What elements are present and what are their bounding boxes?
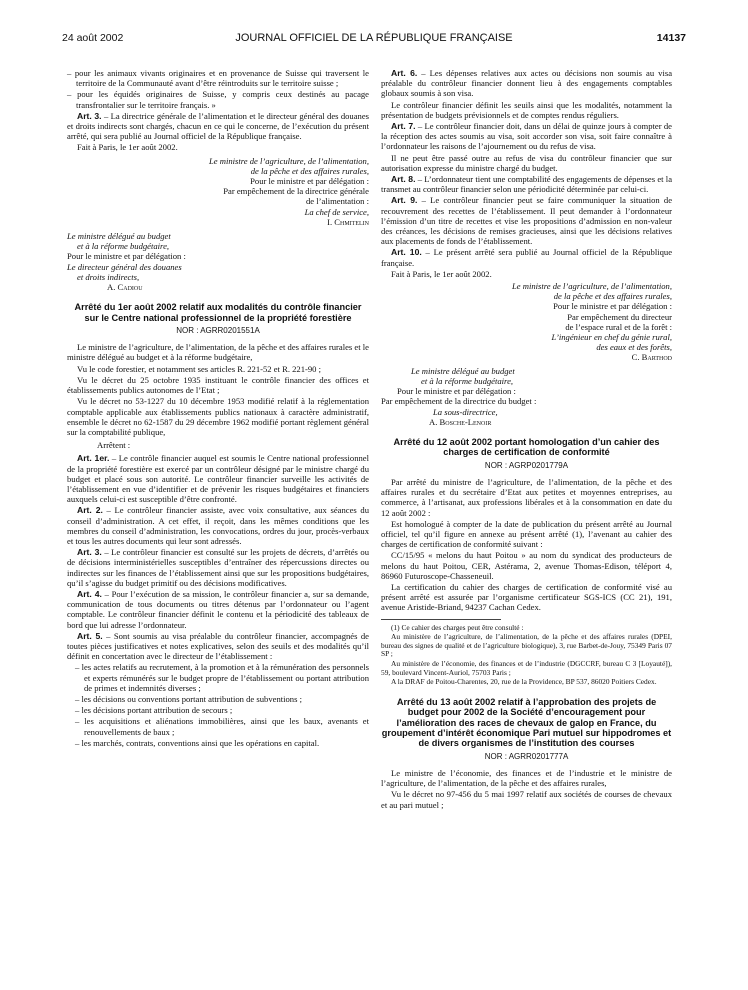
article-10: Art. 10. – Le présent arrêté sera publié au Journal officiel de la République française. [381,247,673,268]
signatory-name: I. Chmitelin [327,216,369,227]
article-3: Art. 3. – Le contrôleur financier est consulté sur les projets de décrets, d’arrêtés ou de décisions interministérielles susceptibles d’entraîner des répercussions directes ou indirectes sur les finances de l’établissement ainsi que sur les propositions budgétaires, qu’il s’agisse du budget primitif ou des décisions modificatives. [67,547,369,588]
signature-block: Le ministre délégué au budget et à la réforme budgétaire, Pour le ministre et par délégation : Par empêchement de la directrice du budget : La sous-directrice, A. Bosche-Lenoir [381,366,672,427]
list-item: – les décisions portant attribution de secours ; [75,705,233,716]
left-column: – pour les animaux vivants originaires et en provenance de Suisse qui traversent le territoire de la Communauté avant d’être réintroduits sur le territoire suisse ; – pour les équidés originaires de Suisse, y compris ceux destinés au pacage transfrontalier sur le territoire français. » Art. 3. – La directrice générale de l’alimentation et le directeur général des douanes et droits indirects sont chargés, chacun en ce qui le concerne, de l’exécution du présent arrêté, qui sera publié au Journal officiel de la République française. Fait à Paris, le 1er août 2002. Le ministre de l’agriculture, de l’alimentation, de la pêche et des affaires rurales, Pour le ministre et par délégation : Par empêchement de la directrice générale de l’alimentation : La chef de service, I. Chmitelin Le ministre délégué au budget et à la réforme budgétaire, Pour le ministre et par délégation : Le directeur général des douanes et droits indirects, A. Cadiou Arrêté du 1er août 2002 relatif aux modalités du contrôle financier sur le Centre national professionnel de la propriété forestière NOR : AGRR0201551A Le ministre de l’agriculture, de l’alimentation, de la pêche et des affaires rurales et le ministre délégué au budget et à la réforme budgétaire, Vu le code forestier, et notamment ses articles R. 221-52 et R. 221-90 ; Vu le décret du 25 octobre 1935 instituant le contrôle financier des offices et établissements publics autonomes de l’Etat ; Vu le décret no 53-1227 du 10 décembre 1953 modifié relatif à la réglementation comptable applicable aux établissements publics nationaux à caractère administratif, ensemble le décret no 62-1587 du 29 décembre 1962 modifié portant règlement général sur la comptabilité publique, Arrêtent : Art. 1er. – Le contrôle financier auquel est soumis le Centre national professionnel de la propriété forestière est exercé par un contrôleur désigné par le ministre chargé du budget et placé sous son autorité. Le contrôleur financier surveille les activités de l’établissement en vue d’identifier et de prévenir les risques budgétaires et financiers auxquels celui-ci est susceptible d’être confronté. Art. 2. – Le contrôleur financier assiste, avec voix consultative, aux séances du conseil d’administration. A cet effet, il reçoit, dans les mêmes conditions que les membres du conseil d’administration, les convocations, ordres du jour, procès-verbaux et tous les autres documents qui leur sont adressés. Art. 3. – Le contrôleur financier est consulté sur les projets de décrets, d’arrêtés ou de décisions interministérielles susceptibles d’entraîner des répercussions directes ou indirectes sur les finances de l’établissement ainsi que sur les propositions budgétaires, qu’il s’agisse du budget primitif ou des décisions modificatives. Art. 4. – Pour l’exécution de sa mission, le contrôleur financier a, sur sa demande, communication de tous documents ou titres détenus par l’ordonnateur ou l’agent comptable. Le contrôleur financier définit le contenu et la périodicité des tableaux de bord que lui adresse l’ordonnateur. Art. 5. – Sont soumis au visa préalable du contrôleur financier, accompagnés de toutes pièces justificatives et notes explicatives, selon des seuils et des modalités qu’il définit en concertation avec le directeur de l’établissement : – les actes relatifs au recrutement, à la promotion et à la rémunération des personnels et experts rémunérés sur le budget propre de l’établissement ou portant attribution de primes et indemnités diverses ; – les décisions ou conventions portant attribution de subventions ; – les décisions portant attribution de secours ; – les acquisitions et aliénations immobilières, ainsi que les baux, avenants et renouvellements de baux ; – les marchés, contrats, conventions ainsi que les opérations en capital. [67,68,370,748]
right-column: Art. 6. – Les dépenses relatives aux actes ou décisions non soumis au visa préalable du contrôleur financier donnent lieu à des engagements comptables globaux soumis à son visa. Le contrôleur financier définit les seuils ainsi que les modalités, notamment la présentation de budgets prévisionnels et de comptes rendus réguliers. Art. 7. – Le contrôleur financier doit, dans un délai de quinze jours à compter de la réception des actes soumis au visa, soit accorder son visa, soit faire connaître à l’ordonnateur les raisons de l’ajournement ou du refus de visa. Il ne peut être passé outre au refus de visa du contrôleur financier que sur autorisation expresse du ministre chargé du budget. Art. 8. – L’ordonnateur tient une comptabilité des engagements de dépenses et la transmet au contrôleur financier selon une périodicité déterminée par celui-ci. Art. 9. – Le contrôleur financier peut se faire communiquer la situation de recouvrement des recettes de l’établissement. Il peut demander à l’ordonnateur l’émission d’un titre de recettes et vise les propositions d’admission en non-valeur des créances, les décisions de remises gracieuses, ainsi que les décisions relatives aux placements de fonds de l’établissement. Art. 10. – Le présent arrêté sera publié au Journal officiel de la République française. Fait à Paris, le 1er août 2002. Le ministre de l’agriculture, de l’alimentation, de la pêche et des affaires rurales, Pour le ministre et par délégation : Par empêchement du directeur de l’espace rural et de la forêt : L’ingénieur en chef du génie rural, des eaux et des forêts, C. Barthod Le ministre délégué au budget et à la réforme budgétaire, Pour le ministre et par délégation : Par empêchement de la directrice du budget : La sous-directrice, A. Bosche-Lenoir Arrêté du 12 août 2002 portant homologation d’un cahier des charges de certification de conformité NOR : AGRP0201779A Par arrêté du ministre de l’agriculture, de l’alimentation, de la pêche et des affaires rurales et du secrétaire d’Etat aux petites et moyennes entreprises, au commerce, à l’artisanat, aux professions libérales et à la consommation en date du 12 août 2002 : Est homologué à compter de la date de publication du présent arrêté au Journal officiel, tel qu’il figure en annexe au présent arrêté (1), l’avenant au cahier des charges de certification de conformité suivant : CC/15/95 « melons du haut Poitou » au nom du syndicat des producteurs de melons du haut Poitou, CER, Astérama, 2, avenue Thomas-Edison, téléport 4, 86960 Futuroscope-Chasseneuil. La certification du cahier des charges de certification de conformité visé au présent arrêté est assurée par l’organisme certificateur SGS-ICS (CC 21), 191, avenue Aristide-Briand, 94237 Cachan Cedex. (1) Ce cahier des charges peut être consulté : Au ministère de l’agriculture, de l’alimentation, de la pêche et des affaires rurales (DPEI, bureau des signes de qualité et de l’agriculture biologique), 3, rue Barbet-de-Jouy, 75349 Paris 07 SP ; Au ministère de l’économie, des finances et de l’industrie (DGCCRF, bureau C 3 [Loyauté]), 59, boulevard Vincent-Auriol, 75703 Paris ; A la DRAF de Poitou-Charentes, 20, rue de la Providence, BP 537, 86020 Poitiers Cedex. Arrêté du 13 août 2002 relatif à l’approbation des projets de budget pour 2002 de la Société d’encouragement pour l’amélioration des races de chevaux de galop en France, du groupement d’intérêt économique Pari mutuel sur hippodromes et de divers organismes de l’institution des courses NOR : AGRR0201777A Le ministre de l’économie, des finances et de l’industrie et le ministre de l’agriculture, de l’alimentation, de la pêche et des affaires rurales, Vu le décret no 97-456 du 5 mai 1997 relatif aux sociétés de courses de chevaux et au pari mutuel ; [381,68,673,810]
decree-title: Arrêté du 12 août 2002 portant homologation d’un cahier des charges de certification de conformité [393,436,660,458]
nor-reference: NOR : AGRR0201551A [176,326,260,336]
decree-title: Arrêté du 1er août 2002 relatif aux modalités du contrôle financier sur le Centre national professionnel de la propriété forestière [74,302,362,323]
signature-block: Le ministre de l’agriculture, de l’alimentation, de la pêche et des affaires rurales, Pour le ministre et par délégation : Par empêchement de la directrice générale de l’alimentation : La chef de service, I. Chmitelin [67,156,369,227]
article-9: Art. 9. – Le contrôleur financier peut se faire communiquer la situation de recouvrement des recettes de l’établissement. Il peut demander à l’ordonnateur l’émission d’un titre de recettes et vise les propositions d’admission en non-valeur des créances, les décisions de remises gracieuses, ainsi que les décisions relatives aux placements de fonds de l’établissement. [381,195,673,247]
list-item: – les actes relatifs au recrutement, à la promotion et à la rémunération des personnels et experts rémunérés sur le budget propre de l’établissement ou portant attribution de primes et indemnités diverses ; [75,662,369,693]
page-header [62,32,686,48]
article-4: Art. 4. – Pour l’exécution de sa mission, le contrôleur financier a, sur sa demande, communication de tous documents ou titres détenus par l’ordonnateur ou l’agent comptable. Le contrôleur financier définit le contenu et la périodicité des tableaux de bord que lui adresse l’ordonnateur. [67,588,370,630]
signatory-name: A. Bosche-Lenoir [429,416,492,427]
bullet: – pour les équidés originaires de Suisse, y compris ceux destinés au pacage transfrontalier sur le territoire français. » [67,89,369,110]
header-date: 24 août 2002 [62,32,124,44]
article-2: Art. 2. – Le contrôleur financier assiste, avec voix consultative, aux séances du conseil d’administration. A cet effet, il reçoit, dans les mêmes conditions que les membres du conseil d’administration, les convocations, ordres du jour, procès-verbaux et tous les autres documents qui leur sont adressés. [67,505,369,546]
signature-block: Le ministre délégué au budget et à la réforme budgétaire, Pour le ministre et par délégation : Le directeur général des douanes et droits indirects, A. Cadiou [67,231,369,292]
article-6: Art. 6. – Les dépenses relatives aux actes ou décisions non soumis au visa préalable du contrôleur financier donnent lieu à des engagements comptables globaux soumis à son visa. [381,68,673,99]
footnote: (1) Ce cahier des charges peut être consulté : Au ministère de l’agriculture, de l’alimentation, de la pêche et des affaires rurales (DPEI, bureau des signes de qualité et de l’agriculture biologique), 3, rue Barbet-de-Jouy, 75349 Paris 07 SP ; Au ministère de l’économie, des finances et de l’industrie (DGCCRF, bureau C 3 [Loyauté]), 59, boulevard Vincent-Auriol, 75703 Paris ; A la DRAF de Poitou-Charentes, 20, rue de la Providence, BP 537, 86020 Poitiers Cedex. [381,622,672,687]
article-5: Art. 5. – Sont soumis au visa préalable du contrôleur financier, accompagnés de toutes pièces justificatives et notes explicatives, selon des seuils et des modalités qu’il définit en concertation avec le directeur de l’établissement : [67,630,369,662]
list-item: – les marchés, contrats, conventions ainsi que les opérations en capital. [75,737,320,748]
list-item: – les acquisitions et aliénations immobilières, ainsi que les baux, avenants et renouvellements de baux ; [75,716,369,737]
list-item: – les décisions ou conventions portant attribution de subventions ; [75,693,302,704]
nor-reference: NOR : AGRR0201777A [484,751,569,761]
decree-title: Arrêté du 13 août 2002 relatif à l’approbation des projets de budget pour 2002 de la Société d’encouragement pour l’amélioration des races de chevaux de galop en France, du groupement d’intérêt économique Pari mutuel sur hippodromes et de divers organismes de l’institution des courses [381,696,672,749]
nor-reference: NOR : AGRP0201779A [484,460,569,470]
article-7: Art. 7. – Le contrôleur financier doit, dans un délai de quinze jours à compter de la réception des actes soumis au visa, soit accorder son visa, soit faire connaître à l’ordonnateur les raisons de l’ajournement ou du refus de visa. [381,121,672,152]
signing-date: Fait à Paris, le 1er août 2002. [391,268,492,279]
article-3: Art. 3. – La directrice générale de l’alimentation et le directeur général des douanes et droits indirects sont chargés, chacun en ce qui le concerne, de l’exécution du présent arrêté, qui sera publié au Journal officiel de la République française. [67,110,370,142]
header-page-number: 14137 [656,32,686,44]
footnote-divider [381,619,501,620]
bullet: – pour les animaux vivants originaires et en provenance de Suisse qui traversent le territoire de la Communauté avant d’être réintroduits sur le territoire suisse ; [67,68,369,89]
article-8: Art. 8. – L’ordonnateur tient une comptabilité des engagements de dépenses et la transmet au contrôleur financier selon une périodicité déterminée par celui-ci. [381,174,673,195]
signing-date: Fait à Paris, le 1er août 2002. [77,142,178,153]
signature-block: Le ministre de l’agriculture, de l’alimentation, de la pêche et des affaires rurales, Pour le ministre et par délégation : Par empêchement du directeur de l’espace rural et de la forêt : L’ingénieur en chef du génie rural, des eaux et des forêts, C. Barthod [381,281,672,363]
signatory-name: C. Barthod [631,352,672,363]
article-1: Art. 1er. – Le contrôle financier auquel est soumis le Centre national professionnel de la propriété forestière est exercé par un contrôleur désigné par le ministre chargé du budget et placé sous son autorité. Le contrôleur financier surveille les activités de l’établissement en vue d’identifier et de prévenir les risques budgétaires et financiers auxquels celui-ci est susceptible d’être confronté. [67,453,369,505]
header-journal-title: JOURNAL OFFICIEL DE LA RÉPUBLIQUE FRANÇAISE [235,32,513,44]
signatory-name: A. Cadiou [107,282,143,293]
